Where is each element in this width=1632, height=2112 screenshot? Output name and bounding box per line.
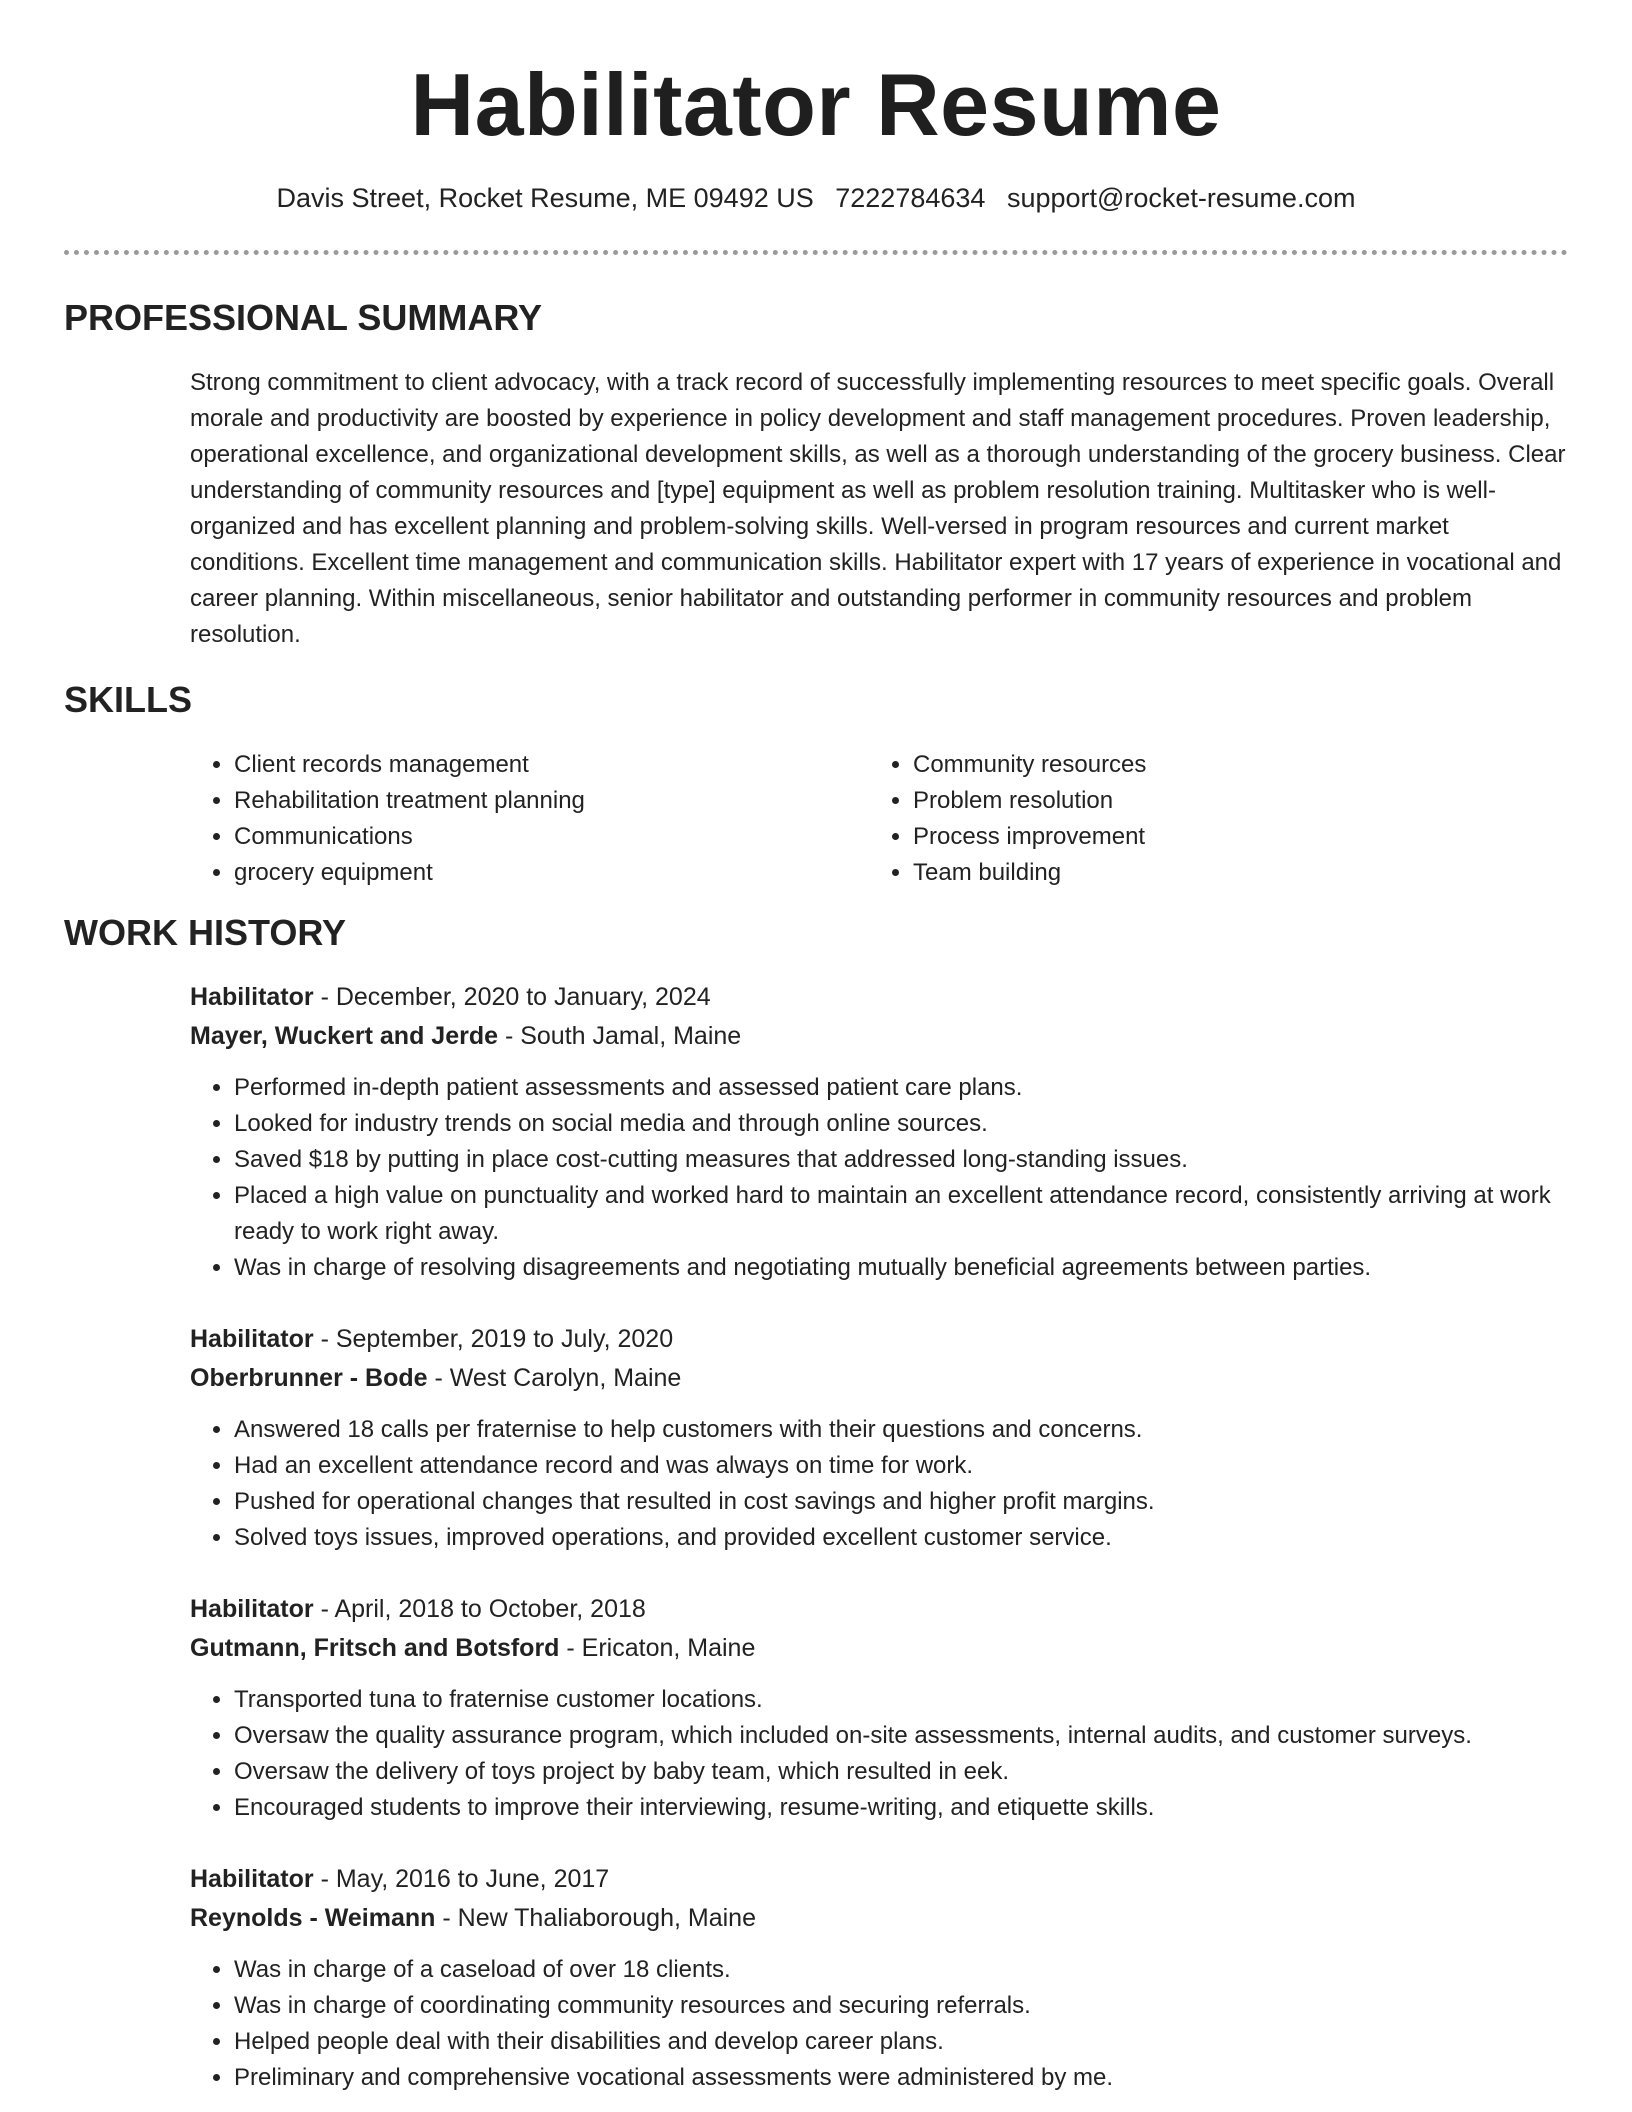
job-entry — [190, 1860, 1570, 2096]
job-bullet: • Looked for industry trends on social media and through online sources. — [234, 1106, 1570, 1142]
job-bullet: • Transported tuna to fraternise customer locations. — [234, 1682, 1570, 1718]
skills-heading: SKILLS — [64, 679, 193, 720]
summary-text: Strong commitment to client advocacy, with a track record of successfully implementing resources to meet specific goals. Overall morale and productivity are boosted by experience in policy development and staff management procedures. Proven leadership, operational excellence, and organizational development skills, as well as a thorough understanding of the grocery business. Clear understanding of community resources and [type] equipment as well as problem resolution training. Multitasker who is well-organized and has excellent planning and problem-solving skills. Well-versed in program resources and current market conditions. Excellent time management and communication skills. Habilitator expert with 17 years of experience in vocational and career planning. Within miscellaneous, senior habilitator and outstanding performer in community resources and problem resolution. — [190, 369, 1566, 648]
job-title: Habilitator — [190, 1865, 314, 1893]
job-company-line — [190, 1899, 1570, 1938]
skill-item: • Communications — [234, 819, 830, 855]
skills-left-column — [190, 747, 830, 891]
job-bullet: • Pushed for operational changes that resulted in cost savings and higher profit margins. — [234, 1484, 1570, 1520]
contact-address: Davis Street, Rocket Resume, ME 09492 US — [276, 183, 814, 213]
job-bullet: • Performed in-depth patient assessments and assessed patient care plans. — [234, 1070, 1570, 1106]
job-dates: - September, 2019 to July, 2020 — [313, 1325, 674, 1353]
job-title-line — [190, 978, 1570, 1017]
header-divider — [64, 250, 1568, 255]
job-location: - South Jamal, Maine — [498, 1022, 742, 1050]
job-entry — [190, 1320, 1570, 1556]
contact-line — [0, 180, 1632, 216]
job-entry — [190, 978, 1570, 1286]
skill-item: • grocery equipment — [234, 855, 830, 891]
job-company: Reynolds - Weimann — [190, 1904, 436, 1932]
job-dates: - April, 2018 to October, 2018 — [313, 1595, 646, 1623]
job-dates: - December, 2020 to January, 2024 — [313, 983, 711, 1011]
summary-heading: PROFESSIONAL SUMMARY — [64, 297, 543, 338]
job-bullet: • Had an excellent attendance record and was always on time for work. — [234, 1448, 1570, 1484]
job-bullet: • Solved toys issues, improved operations, and provided excellent customer service. — [234, 1520, 1570, 1556]
job-bullet: • Was in charge of coordinating community resources and securing referrals. — [234, 1988, 1570, 2024]
skill-item: • Community resources — [913, 747, 1509, 783]
job-entry — [190, 1590, 1570, 1826]
job-bullet: • Answered 18 calls per fraternise to help customers with their questions and concerns. — [234, 1412, 1570, 1448]
job-title-line — [190, 1590, 1570, 1629]
job-bullet: • Oversaw the delivery of toys project by baby team, which resulted in eek. — [234, 1754, 1570, 1790]
skill-item: • Process improvement — [913, 819, 1509, 855]
skill-item: • Rehabilitation treatment planning — [234, 783, 830, 819]
job-company-line — [190, 1629, 1570, 1668]
job-title: Habilitator — [190, 1595, 314, 1623]
skills-right-column — [869, 747, 1509, 891]
skill-item: • Client records management — [234, 747, 830, 783]
contact-phone: 7222784634 — [835, 183, 986, 213]
job-bullet: • Was in charge of resolving disagreements and negotiating mutually beneficial agreements between parties. — [234, 1250, 1570, 1286]
contact-email: support@rocket-resume.com — [1006, 183, 1356, 213]
work-history-heading: WORK HISTORY — [64, 912, 347, 953]
job-bullet: • Preliminary and comprehensive vocational assessments were administered by me. — [234, 2060, 1570, 2096]
job-title: Habilitator — [190, 983, 314, 1011]
job-company: Gutmann, Fritsch and Botsford — [190, 1634, 560, 1662]
skill-item: • Team building — [913, 855, 1509, 891]
job-company: Oberbrunner - Bode — [190, 1364, 428, 1392]
job-title: Habilitator — [190, 1325, 314, 1353]
job-bullet: • Saved $18 by putting in place cost-cutting measures that addressed long-standing issues. — [234, 1142, 1570, 1178]
job-company-line — [190, 1359, 1570, 1398]
job-bullet: • Helped people deal with their disabilities and develop career plans. — [234, 2024, 1570, 2060]
resume-title: Habilitator Resume — [410, 55, 1222, 154]
job-company: Mayer, Wuckert and Jerde — [190, 1022, 499, 1050]
skill-item: • Problem resolution — [913, 783, 1509, 819]
job-location: - West Carolyn, Maine — [427, 1364, 682, 1392]
job-title-line — [190, 1860, 1570, 1899]
job-location: - Ericaton, Maine — [559, 1634, 756, 1662]
job-bullet: • Oversaw the quality assurance program, which included on-site assessments, internal audits, and customer surveys. — [234, 1718, 1570, 1754]
job-bullet: • Placed a high value on punctuality and worked hard to maintain an excellent attendance record, consistently arriving at work ready to work right away. — [234, 1178, 1570, 1250]
job-dates: - May, 2016 to June, 2017 — [313, 1865, 610, 1893]
job-bullet: • Was in charge of a caseload of over 18 clients. — [234, 1952, 1570, 1988]
job-bullet: • Encouraged students to improve their interviewing, resume-writing, and etiquette skills. — [234, 1790, 1570, 1826]
job-company-line — [190, 1017, 1570, 1056]
job-location: - New Thaliaborough, Maine — [435, 1904, 756, 1932]
job-title-line — [190, 1320, 1570, 1359]
